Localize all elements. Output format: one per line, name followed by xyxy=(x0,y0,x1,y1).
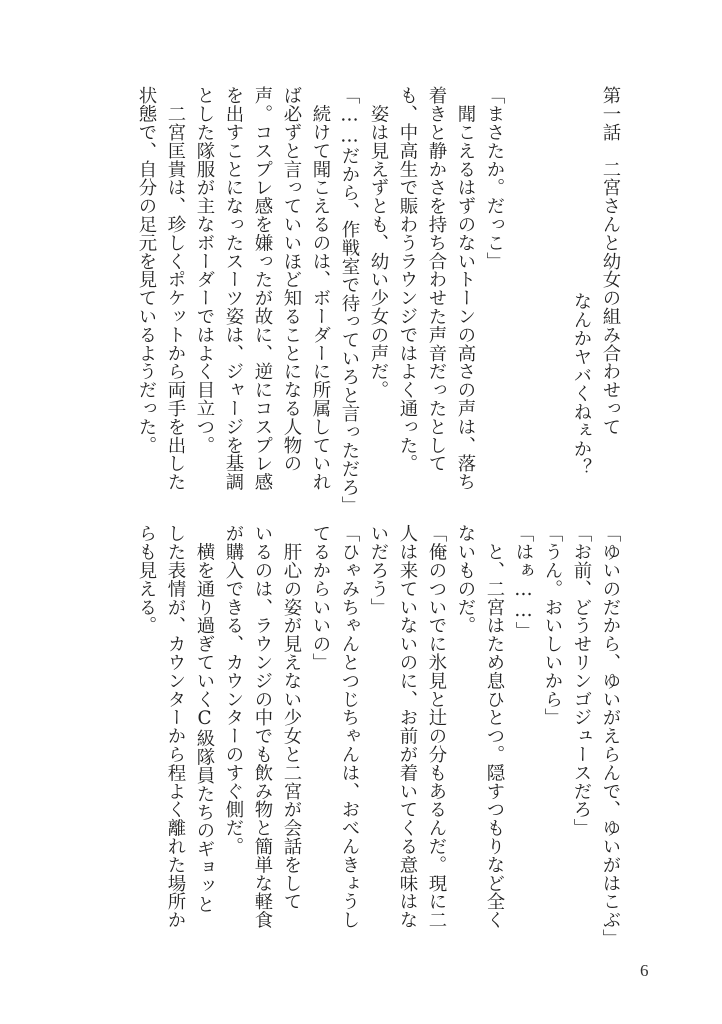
text-line: 「……だから、作戦室で待っていろと言っただろ」 xyxy=(339,86,360,515)
text-line xyxy=(538,86,567,498)
text-line: 「ゆいのだから、ゆいがえらんで、ゆいがはこぶ」 xyxy=(600,524,621,948)
text-line: 「ひゃみちゃんとつじちゃんは、おべんきょうし xyxy=(339,524,360,929)
text-line: ないものだ。 xyxy=(455,524,476,635)
page-number: 6 xyxy=(640,961,649,980)
text-line: 姿は見えずとも、幼い少女の声だ。 xyxy=(368,86,389,399)
text-line: 人は来ていないのに、お前が着いてくる意味はな xyxy=(397,524,418,929)
text-block-bottom xyxy=(131,524,625,948)
text-block-top xyxy=(131,86,625,515)
text-line: てるからいいの」 xyxy=(310,524,331,672)
text-line: ば必ずと言っていいほど知ることになる人物の xyxy=(281,86,302,473)
text-line: も、中高生で賑わうラウンジではよく通った。 xyxy=(397,86,418,473)
chapter-title: 第一話 二宮さんと幼女の組み合わせって xyxy=(600,86,621,436)
text-line: 声。コスプレ感を嫌ったが故に、逆にコスプレ感 xyxy=(252,86,273,491)
text-line: を出すことになったスーツ姿は、ジャージを基調 xyxy=(223,86,244,491)
text-line: 着きと静かさを持ち合わせた声音だったとして xyxy=(426,86,447,473)
text-line: 聞こえるはずのないトーンの高さの声は、落ち xyxy=(455,86,476,491)
text-line: 続けて聞こえるのは、ボーダーに所属していれ xyxy=(310,86,331,491)
text-line: と、二宮はため息ひとつ。隠すつもりなど全く xyxy=(484,524,505,929)
chapter-subtitle: なんかヤバくねぇか？ xyxy=(571,292,592,476)
text-line: らも見える。 xyxy=(136,524,157,635)
text-line: 「お前、どうせリンゴジュースだろ」 xyxy=(571,524,592,837)
text-line: 状態で、自分の足元を見ているようだった。 xyxy=(136,86,157,454)
text-line: 肝心の姿が見えない少女と二宮が会話をして xyxy=(281,524,302,911)
text-line: 「俺のついでに氷見と辻の分もあるんだ。現に二 xyxy=(426,524,447,929)
text-line: 二宮匡貴は、珍しくポケットから両手を出した xyxy=(165,86,186,491)
text-line: した表情が、カウンターから程よく離れた場所か xyxy=(165,524,186,929)
text-line: いだろう」 xyxy=(368,524,389,616)
text-line: 「はぁ……」 xyxy=(513,524,534,640)
text-line: 「まさたか。だっこ」 xyxy=(484,86,505,270)
text-line: 「うん。おいしいから」 xyxy=(542,524,563,727)
text-line xyxy=(509,86,538,498)
text-line: とした隊服が主なボーダーではよく目立つ。 xyxy=(194,86,215,454)
text-line: いるのは、ラウンジの中でも飲み物と簡単な軽食 xyxy=(252,524,273,929)
text-line: 横を通り過ぎていくC級隊員たちのギョッと xyxy=(194,524,215,913)
text-line: が購入できる、カウンターのすぐ側だ。 xyxy=(223,524,244,856)
